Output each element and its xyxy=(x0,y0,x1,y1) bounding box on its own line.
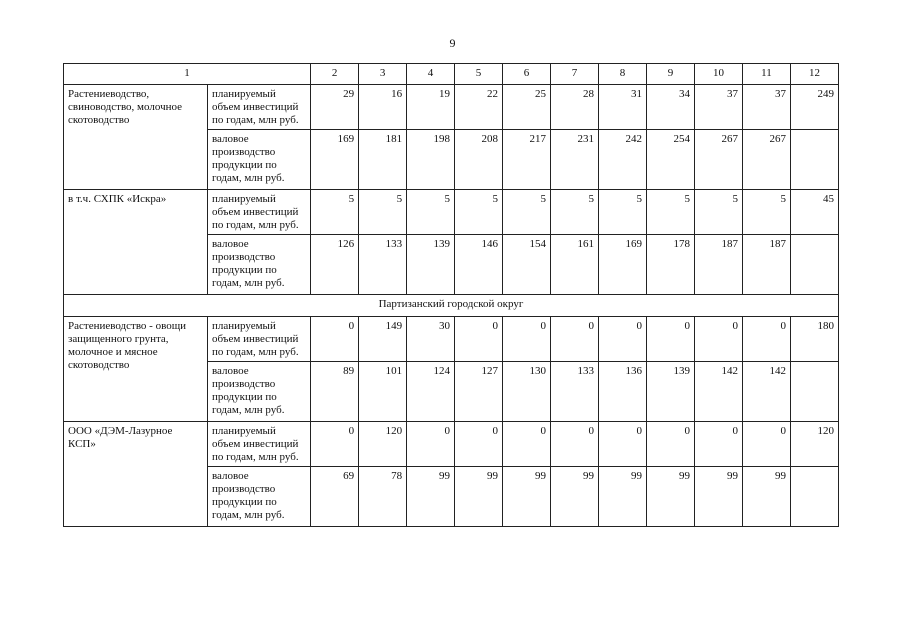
value-cell: 37 xyxy=(742,85,790,130)
header-cell: 10 xyxy=(694,64,742,85)
value-cell: 142 xyxy=(742,362,790,422)
value-cell: 5 xyxy=(359,190,407,235)
investment-table xyxy=(63,63,839,527)
value-cell: 89 xyxy=(311,362,359,422)
header-cell: 8 xyxy=(599,64,647,85)
value-cell: 5 xyxy=(694,190,742,235)
row-indicator-label: валовое производство продукции по годам, млн руб. xyxy=(207,467,310,527)
header-row xyxy=(64,64,839,85)
row-indicator-label: планируемый объем инвестиций по годам, млн руб. xyxy=(207,317,310,362)
value-cell: 149 xyxy=(359,317,407,362)
value-cell: 142 xyxy=(694,362,742,422)
value-cell: 124 xyxy=(407,362,455,422)
value-cell: 28 xyxy=(551,85,599,130)
value-cell: 139 xyxy=(646,362,694,422)
table-row xyxy=(64,317,839,362)
value-cell: 120 xyxy=(359,422,407,467)
value-cell: 126 xyxy=(311,235,359,295)
value-cell: 146 xyxy=(455,235,503,295)
value-cell: 5 xyxy=(455,190,503,235)
value-cell: 0 xyxy=(646,422,694,467)
header-cell: 2 xyxy=(311,64,359,85)
value-cell: 5 xyxy=(599,190,647,235)
row-indicator-label: валовое производство продукции по годам, млн руб. xyxy=(207,362,310,422)
row-indicator-label: валовое производство продукции по годам, млн руб. xyxy=(207,130,310,190)
value-cell: 5 xyxy=(311,190,359,235)
value-cell: 29 xyxy=(311,85,359,130)
value-cell: 267 xyxy=(742,130,790,190)
value-cell: 0 xyxy=(694,422,742,467)
value-cell: 120 xyxy=(790,422,838,467)
value-cell: 5 xyxy=(503,190,551,235)
value-cell: 0 xyxy=(551,422,599,467)
row-indicator-label: планируемый объем инвестиций по годам, млн руб. xyxy=(207,422,310,467)
value-cell: 99 xyxy=(551,467,599,527)
value-cell: 0 xyxy=(311,422,359,467)
value-cell: 5 xyxy=(742,190,790,235)
value-cell: 154 xyxy=(503,235,551,295)
value-cell: 78 xyxy=(359,467,407,527)
value-cell: 0 xyxy=(455,422,503,467)
header-cell: 7 xyxy=(551,64,599,85)
header-cell: 3 xyxy=(359,64,407,85)
value-cell: 69 xyxy=(311,467,359,527)
header-cell: 12 xyxy=(790,64,838,85)
value-cell: 254 xyxy=(646,130,694,190)
value-cell: 5 xyxy=(646,190,694,235)
row-group-name: в т.ч. СХПК «Искра» xyxy=(64,190,208,295)
value-cell: 99 xyxy=(742,467,790,527)
value-cell: 217 xyxy=(503,130,551,190)
value-cell: 231 xyxy=(551,130,599,190)
value-cell: 136 xyxy=(599,362,647,422)
value-cell: 0 xyxy=(742,317,790,362)
section-row xyxy=(64,295,839,317)
value-cell: 0 xyxy=(503,317,551,362)
value-cell: 0 xyxy=(407,422,455,467)
value-cell: 0 xyxy=(503,422,551,467)
value-cell: 99 xyxy=(455,467,503,527)
row-indicator-label: валовое производство продукции по годам, млн руб. xyxy=(207,235,310,295)
value-cell: 187 xyxy=(694,235,742,295)
value-cell: 208 xyxy=(455,130,503,190)
value-cell xyxy=(790,467,838,527)
value-cell: 169 xyxy=(311,130,359,190)
value-cell: 0 xyxy=(694,317,742,362)
value-cell: 0 xyxy=(742,422,790,467)
value-cell xyxy=(790,130,838,190)
value-cell: 31 xyxy=(599,85,647,130)
value-cell: 30 xyxy=(407,317,455,362)
row-group-name: Растениеводство - овощи защищенного грунта, молочное и мясное скотоводство xyxy=(64,317,208,422)
header-cell: 6 xyxy=(503,64,551,85)
value-cell: 187 xyxy=(742,235,790,295)
value-cell: 0 xyxy=(455,317,503,362)
header-cell: 5 xyxy=(455,64,503,85)
value-cell: 5 xyxy=(551,190,599,235)
table-row xyxy=(64,190,839,235)
value-cell: 37 xyxy=(694,85,742,130)
value-cell: 99 xyxy=(503,467,551,527)
value-cell: 161 xyxy=(551,235,599,295)
value-cell: 267 xyxy=(694,130,742,190)
value-cell: 22 xyxy=(455,85,503,130)
header-cell: 9 xyxy=(646,64,694,85)
value-cell: 5 xyxy=(407,190,455,235)
header-cell: 4 xyxy=(407,64,455,85)
value-cell: 198 xyxy=(407,130,455,190)
value-cell: 25 xyxy=(503,85,551,130)
value-cell: 99 xyxy=(646,467,694,527)
value-cell: 99 xyxy=(694,467,742,527)
section-title: Партизанский городской округ xyxy=(64,295,839,317)
value-cell: 169 xyxy=(599,235,647,295)
value-cell: 242 xyxy=(599,130,647,190)
value-cell: 45 xyxy=(790,190,838,235)
value-cell: 133 xyxy=(359,235,407,295)
row-indicator-label: планируемый объем инвестиций по годам, млн руб. xyxy=(207,190,310,235)
value-cell: 181 xyxy=(359,130,407,190)
value-cell: 180 xyxy=(790,317,838,362)
value-cell: 127 xyxy=(455,362,503,422)
value-cell: 101 xyxy=(359,362,407,422)
value-cell: 99 xyxy=(599,467,647,527)
row-group-name: Растениеводство, свиноводство, молочное скотоводство xyxy=(64,85,208,190)
value-cell: 0 xyxy=(311,317,359,362)
value-cell: 34 xyxy=(646,85,694,130)
value-cell: 178 xyxy=(646,235,694,295)
value-cell: 19 xyxy=(407,85,455,130)
value-cell: 0 xyxy=(599,317,647,362)
value-cell: 249 xyxy=(790,85,838,130)
value-cell: 130 xyxy=(503,362,551,422)
row-indicator-label: планируемый объем инвестиций по годам, млн руб. xyxy=(207,85,310,130)
value-cell xyxy=(790,235,838,295)
table-row xyxy=(64,422,839,467)
value-cell: 0 xyxy=(599,422,647,467)
header-cell: 1 xyxy=(64,64,311,85)
value-cell: 139 xyxy=(407,235,455,295)
value-cell: 133 xyxy=(551,362,599,422)
table-row xyxy=(64,85,839,130)
value-cell: 16 xyxy=(359,85,407,130)
value-cell: 0 xyxy=(646,317,694,362)
row-group-name: ООО «ДЭМ-Лазурное КСП» xyxy=(64,422,208,527)
value-cell: 99 xyxy=(407,467,455,527)
header-cell: 11 xyxy=(742,64,790,85)
value-cell: 0 xyxy=(551,317,599,362)
value-cell xyxy=(790,362,838,422)
page-number: 9 xyxy=(449,36,456,50)
